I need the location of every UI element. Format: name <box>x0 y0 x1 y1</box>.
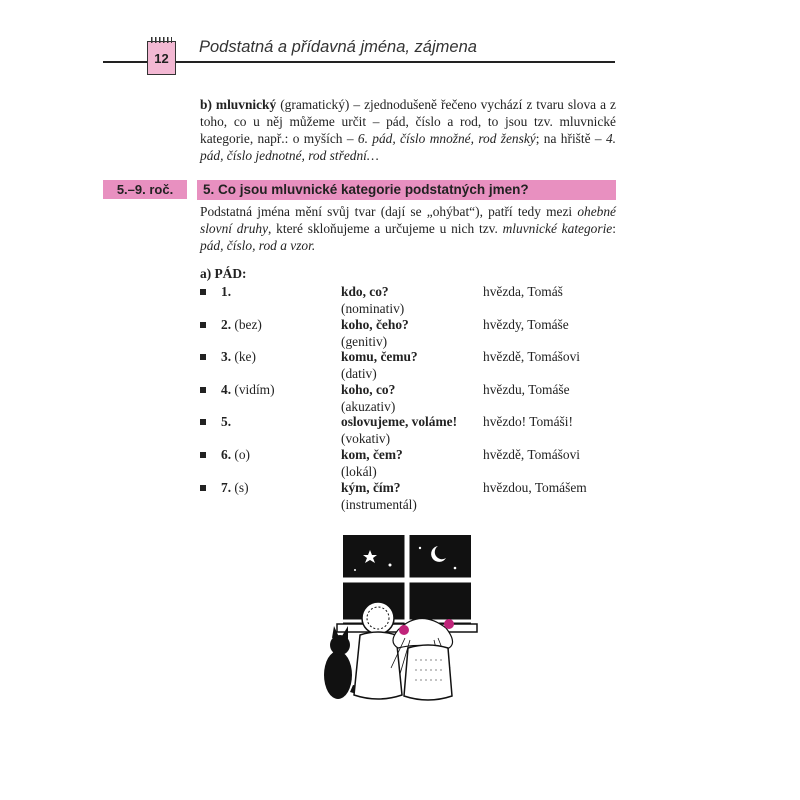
chapter-title: Podstatná a přídavná jména, zájmena <box>199 38 477 56</box>
case-example: hvězdy, Tomáše <box>483 317 569 332</box>
page-number-badge <box>147 41 176 75</box>
case-question: koho, čeho? <box>341 317 409 332</box>
square-bullet-icon <box>200 485 206 491</box>
paragraph-b <box>200 96 616 164</box>
section-heading-bar <box>197 180 616 200</box>
case-question: komu, čemu? <box>341 349 418 364</box>
case-latin-name: (nominativ) <box>341 301 405 316</box>
case-row <box>200 447 620 480</box>
case-row <box>200 480 620 513</box>
case-latin-name: (dativ) <box>341 366 377 381</box>
header-rule <box>103 61 615 63</box>
case-number: 6. <box>221 447 232 462</box>
intro-italic-1: ohebné slovní druhy <box>200 204 616 236</box>
case-example: hvězdě, Tomášovi <box>483 447 580 462</box>
grade-label: 5.–9. roč. <box>103 180 187 199</box>
paragraph-b-italic-1: 6. pád, číslo množné, rod ženský <box>357 131 536 146</box>
night-window-illustration <box>310 520 490 710</box>
square-bullet-icon <box>200 354 206 360</box>
case-preposition: (vidím) <box>231 382 275 397</box>
case-question: kým, čím? <box>341 480 401 495</box>
notebook-rings-icon <box>151 37 172 43</box>
intro-text-2: , které skloňujeme a určujeme u nich tzv. <box>268 221 503 236</box>
case-number: 2. <box>221 317 232 332</box>
case-example: hvězdu, Tomáše <box>483 382 570 397</box>
section-title: 5. Co jsou mluvnické kategorie podstatných jmen? <box>203 182 529 197</box>
case-question: kom, čem? <box>341 447 403 462</box>
case-latin-name: (akuzativ) <box>341 399 396 414</box>
square-bullet-icon <box>200 322 206 328</box>
case-example: hvězdě, Tomášovi <box>483 349 580 364</box>
case-latin-name: (vokativ) <box>341 431 391 446</box>
case-row <box>200 382 620 415</box>
case-latin-name: (lokál) <box>341 464 377 479</box>
intro-paragraph <box>200 203 616 254</box>
case-preposition: (s) <box>231 480 249 495</box>
window-icon <box>337 535 477 632</box>
case-preposition: (ke) <box>231 349 256 364</box>
paragraph-b-text-1: (gramatický) – zjednodušeně řečeno vychází z tvaru slova a z toho, co u něj můžeme určit – pád, číslo a rod, to jsou tzv. mluvnické kategorie, např.: o myších – <box>200 97 617 146</box>
case-number: 7. <box>221 480 232 495</box>
case-example: hvězdou, Tomášem <box>483 480 587 495</box>
intro-text-1: Podstatná jména mění svůj tvar (dají se „ohýbat“), patří tedy mezi <box>200 204 578 219</box>
cases-heading: a) PÁD: <box>200 266 247 281</box>
intro-italic-3: pád, číslo, rod a vzor. <box>200 238 316 253</box>
square-bullet-icon <box>200 452 206 458</box>
intro-text-3: : <box>612 221 616 236</box>
paragraph-b-label: b) mluvnický <box>200 97 277 112</box>
intro-italic-2: mluvnické kategorie <box>502 221 613 236</box>
case-example: hvězdo! Tomáši! <box>483 414 573 429</box>
case-row <box>200 284 620 317</box>
case-preposition: (o) <box>231 447 251 462</box>
case-number: 1. <box>221 284 232 299</box>
case-row <box>200 349 620 382</box>
paragraph-b-italic-2: 4. pád, číslo jednotné, rod střední… <box>200 131 616 163</box>
paragraph-b-text-2: ; na hřiště – <box>535 131 606 146</box>
case-example: hvězda, Tomáš <box>483 284 563 299</box>
case-question: oslovujeme, voláme! <box>341 414 458 429</box>
case-question: kdo, co? <box>341 284 389 299</box>
square-bullet-icon <box>200 387 206 393</box>
case-number: 4. <box>221 382 232 397</box>
square-bullet-icon <box>200 419 206 425</box>
case-latin-name: (genitiv) <box>341 334 388 349</box>
case-row <box>200 317 620 350</box>
case-latin-name: (instrumentál) <box>341 497 417 512</box>
case-preposition: (bez) <box>231 317 262 332</box>
case-row <box>200 414 620 447</box>
page-number: 12 <box>154 51 169 66</box>
case-number: 3. <box>221 349 232 364</box>
square-bullet-icon <box>200 289 206 295</box>
case-question: koho, co? <box>341 382 396 397</box>
case-number: 5. <box>221 414 232 429</box>
